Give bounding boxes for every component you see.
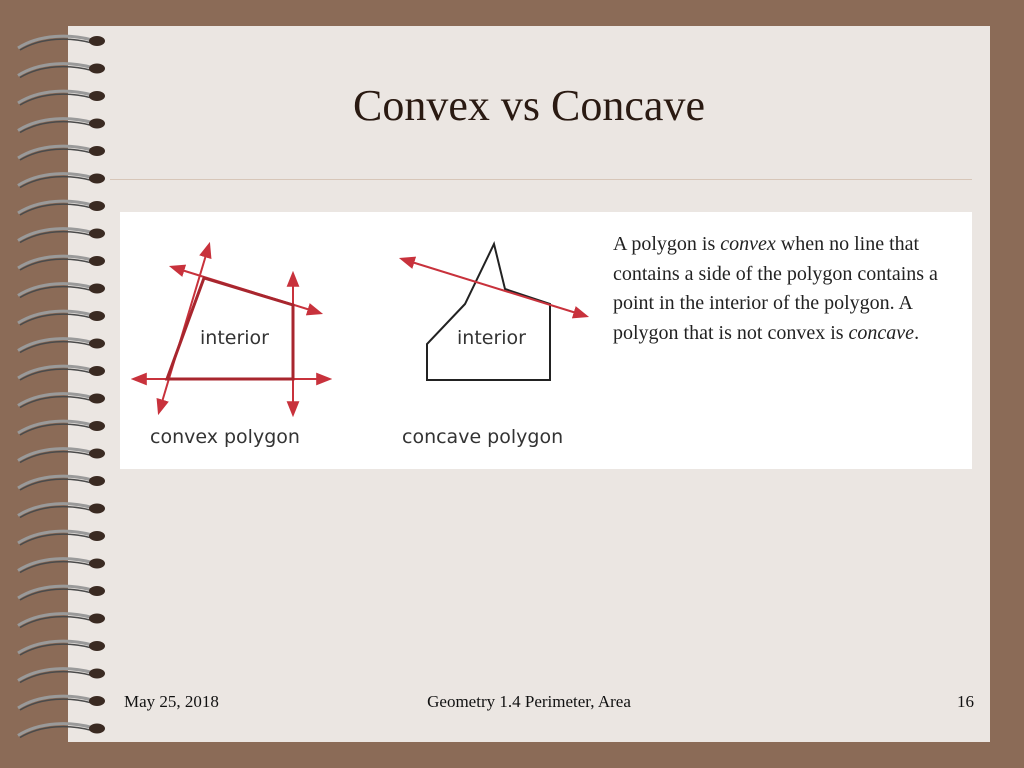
slide-title: Convex vs Concave — [353, 81, 705, 130]
spiral-hole — [89, 449, 105, 459]
spiral-hole — [89, 146, 105, 156]
spiral-hole — [89, 36, 105, 46]
footer-date: May 25, 2018 — [124, 692, 219, 711]
spiral-hole — [89, 669, 105, 679]
spiral-hole — [89, 366, 105, 376]
spiral-hole — [89, 64, 105, 74]
spiral-hole — [89, 394, 105, 404]
spiral-hole — [89, 586, 105, 596]
spiral-hole — [89, 531, 105, 541]
definition-part3: . — [914, 321, 920, 344]
term-convex: convex — [720, 233, 776, 255]
spiral-hole — [89, 339, 105, 349]
spiral-hole — [89, 724, 105, 734]
concave-side-line — [402, 259, 586, 316]
spiral-hole — [89, 174, 105, 184]
concave-polygon-figure — [402, 244, 586, 448]
figure-panel — [120, 212, 972, 469]
concave-caption: concave polygon — [402, 426, 564, 448]
spiral-hole — [89, 504, 105, 514]
footer-title: Geometry 1.4 Perimeter, Area — [427, 692, 631, 711]
definition-part2: when no line that contains a side of the polygon contains a point in the interior of the polygon. A polygon that is not convex is — [613, 233, 938, 344]
definition-text — [613, 230, 963, 348]
spiral-hole — [89, 476, 105, 486]
title-divider — [110, 179, 972, 180]
spiral-hole — [89, 311, 105, 321]
page-number: 16 — [957, 692, 974, 711]
spiral-hole — [89, 201, 105, 211]
convex-interior-label: interior — [200, 327, 269, 349]
spiral-hole — [89, 559, 105, 569]
spiral-hole — [89, 284, 105, 294]
convex-caption: convex polygon — [150, 426, 300, 448]
spiral-hole — [89, 614, 105, 624]
spiral-hole — [89, 256, 105, 266]
convex-polygon-figure — [134, 245, 329, 448]
spiral-hole — [89, 421, 105, 431]
concave-interior-label: interior — [457, 327, 526, 349]
spiral-hole — [89, 641, 105, 651]
spiral-hole — [89, 229, 105, 239]
concave-polygon — [427, 244, 550, 380]
definition-part1: A polygon is — [613, 233, 721, 255]
term-concave: concave — [848, 321, 915, 344]
